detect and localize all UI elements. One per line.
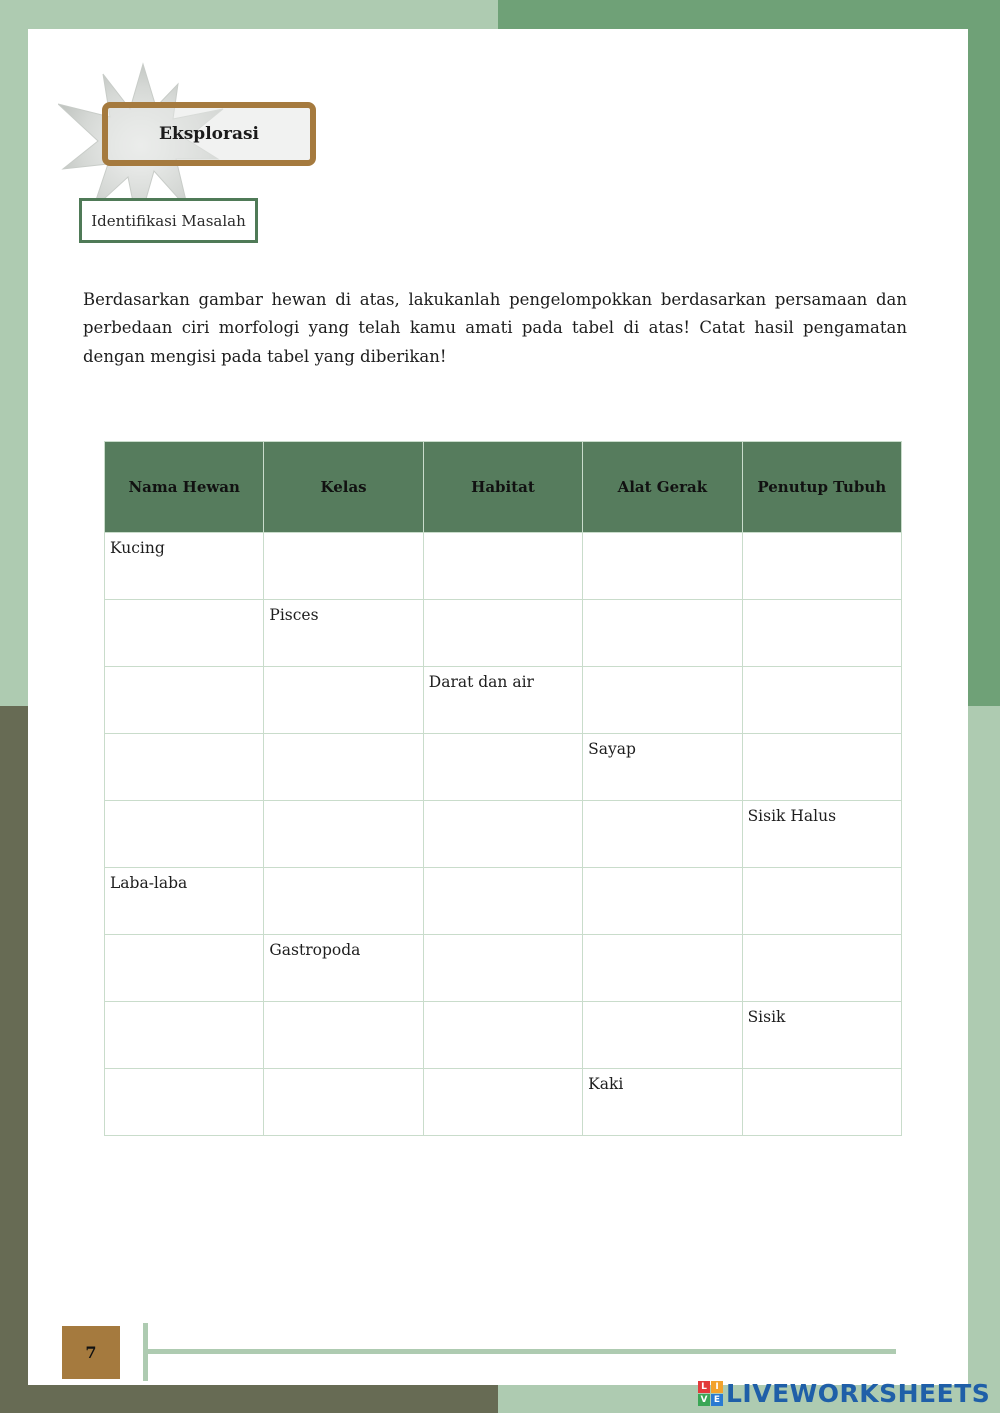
table-cell[interactable] [423, 1069, 582, 1136]
table-cell[interactable] [105, 801, 264, 868]
section-title-text: Eksplorasi [159, 124, 259, 144]
table-cell[interactable] [264, 734, 423, 801]
table-cell[interactable] [583, 600, 742, 667]
table-cell[interactable] [264, 533, 423, 600]
table-row [105, 801, 902, 868]
liveworksheets-logo[interactable] [698, 1376, 990, 1410]
table-cell[interactable]: Darat dan air [423, 667, 582, 734]
table-cell[interactable] [583, 667, 742, 734]
table-cell[interactable]: Kucing [105, 533, 264, 600]
table-cell[interactable] [423, 533, 582, 600]
table-cell[interactable] [742, 533, 901, 600]
table-cell[interactable] [583, 801, 742, 868]
table-row [105, 1069, 902, 1136]
page-number [62, 1326, 120, 1379]
worksheet-page [28, 29, 968, 1385]
table-cell[interactable] [742, 868, 901, 935]
instruction-paragraph: Berdasarkan gambar hewan di atas, lakukanlah pengelompokkan berdasarkan persamaan dan perbedaan ciri morfologi yang telah kamu amati pada tabel di atas! Catat hasil pengamatan dengan mengisi pada tabel yang diberikan! [83, 289, 907, 366]
table-cell[interactable]: Pisces [264, 600, 423, 667]
table-cell[interactable] [583, 868, 742, 935]
header-penutup-tubuh: Penutup Tubuh [742, 442, 901, 533]
page-number-text: 7 [85, 1343, 97, 1362]
table-row [105, 667, 902, 734]
table-cell[interactable] [105, 667, 264, 734]
table-cell[interactable] [423, 935, 582, 1002]
table-cell[interactable] [423, 734, 582, 801]
table-row [105, 935, 902, 1002]
header-alat-gerak: Alat Gerak [583, 442, 742, 533]
table-cell[interactable] [105, 935, 264, 1002]
header-habitat: Habitat [423, 442, 582, 533]
table-cell[interactable] [583, 1002, 742, 1069]
table-row [105, 533, 902, 600]
table-cell[interactable] [264, 801, 423, 868]
table-cell[interactable] [742, 600, 901, 667]
table-cell[interactable] [105, 734, 264, 801]
table-cell[interactable] [105, 600, 264, 667]
section-title [102, 102, 316, 166]
brand-text: LIVEWORKSHEETS [726, 1378, 991, 1408]
table-row [105, 600, 902, 667]
table-cell[interactable] [423, 1002, 582, 1069]
table-cell[interactable] [423, 868, 582, 935]
table-cell[interactable] [742, 935, 901, 1002]
table-cell[interactable]: Sisik [742, 1002, 901, 1069]
table-row [105, 734, 902, 801]
table-cell[interactable]: Kaki [583, 1069, 742, 1136]
table-cell[interactable] [264, 1002, 423, 1069]
liveworksheets-mark-icon: L I V E [698, 1381, 723, 1406]
table-cell[interactable] [742, 1069, 901, 1136]
header-kelas: Kelas [264, 442, 423, 533]
table-cell[interactable] [105, 1002, 264, 1069]
subtitle-label [79, 198, 258, 243]
table-cell[interactable] [583, 533, 742, 600]
table-cell[interactable] [742, 734, 901, 801]
header-nama-hewan: Nama Hewan [105, 442, 264, 533]
table-cell[interactable]: Gastropoda [264, 935, 423, 1002]
table-cell[interactable] [264, 868, 423, 935]
table-cell[interactable] [423, 600, 582, 667]
table-cell[interactable]: Sisik Halus [742, 801, 901, 868]
table-row [105, 868, 902, 935]
table-cell[interactable]: Sayap [583, 734, 742, 801]
subtitle-text: Identifikasi Masalah [91, 211, 246, 230]
footer-divider-horizontal [146, 1349, 896, 1354]
table-cell[interactable] [264, 1069, 423, 1136]
table-cell[interactable] [264, 667, 423, 734]
table-cell[interactable] [742, 667, 901, 734]
table-cell[interactable] [105, 1069, 264, 1136]
table-header-row [105, 442, 902, 533]
table-cell[interactable]: Laba-laba [105, 868, 264, 935]
table-row [105, 1002, 902, 1069]
table-cell[interactable] [583, 935, 742, 1002]
table-cell[interactable] [423, 801, 582, 868]
observation-table [104, 441, 902, 1136]
